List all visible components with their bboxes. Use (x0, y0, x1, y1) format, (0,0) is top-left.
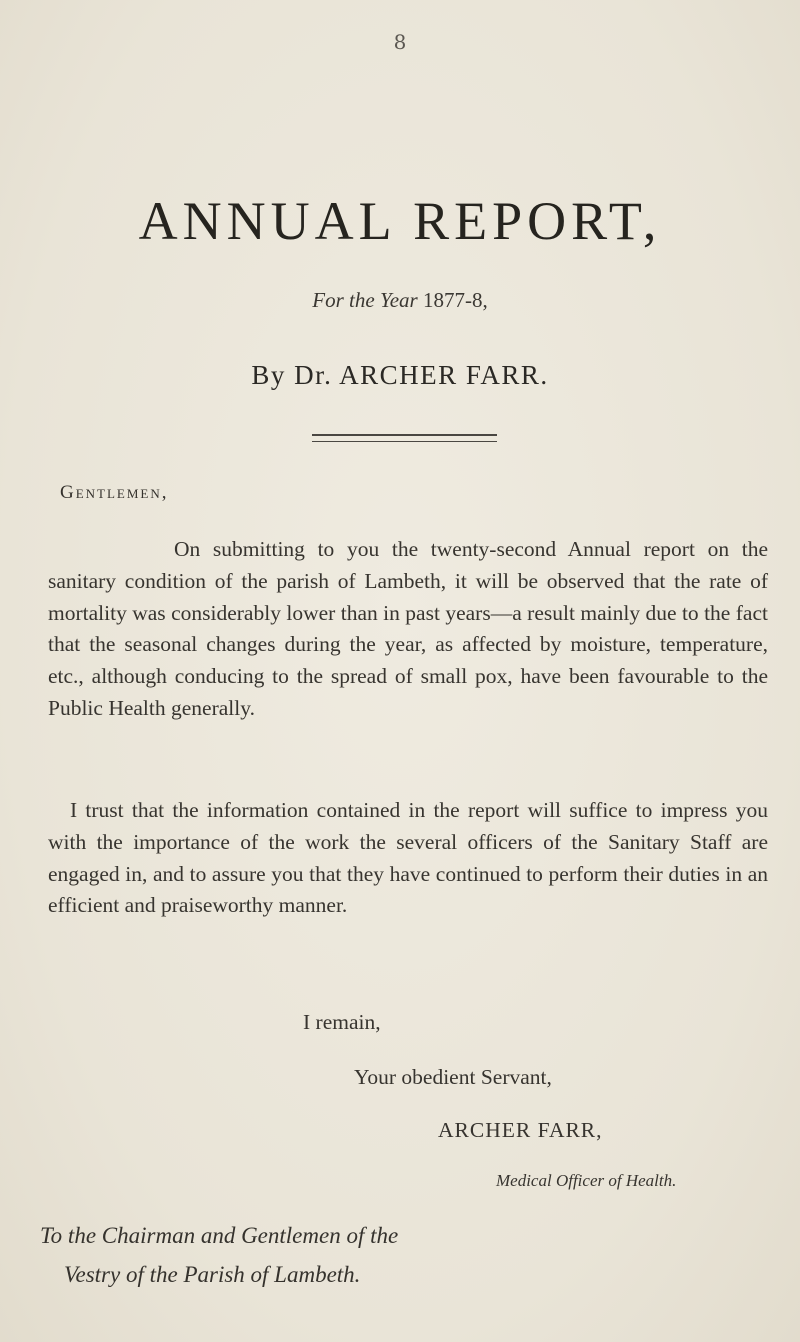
address-line-2: Vestry of the Parish of Lambeth. (64, 1262, 361, 1287)
signature-name: ARCHER FARR, (438, 1118, 603, 1142)
paragraph-1: On submitting to you the twenty-second Annual report on the sanitary condition of the parish of Lambeth, it will be observed that the rate of mortality was considerably lower than in past years—a result mainly due to the fact that the seasonal changes during the year, as affected by moisture, temperature, etc., although conducing to the spread of small pox, have been favourable to the Public Health generally. (48, 537, 768, 720)
page-number: 8 (393, 30, 407, 54)
signature-office: Medical Officer of Health. (496, 1171, 677, 1190)
divider-rule-bottom (312, 441, 497, 442)
report-author: By Dr. ARCHER FARR. (251, 360, 549, 390)
closing-servant: Your obedient Servant, (354, 1065, 552, 1089)
closing-remain: I remain, (303, 1010, 381, 1034)
salutation: Gentlemen, (60, 482, 169, 503)
report-subtitle (0, 288, 800, 313)
report-title: ANNUAL REPORT, (138, 191, 662, 251)
subtitle-prefix: For the Year (312, 288, 418, 312)
divider-rule-top (312, 434, 497, 436)
address-line-1: To the Chairman and Gentlemen of the (40, 1223, 399, 1248)
subtitle-year: 1877-8, (422, 288, 488, 312)
paragraph-2: I trust that the information contained in the report will suffice to impress you with the importance of the work the several officers of the Sanitary Staff are engaged in, and to assure you that they have continued to perform their duties in an efficient and praiseworthy manner. (48, 798, 768, 918)
